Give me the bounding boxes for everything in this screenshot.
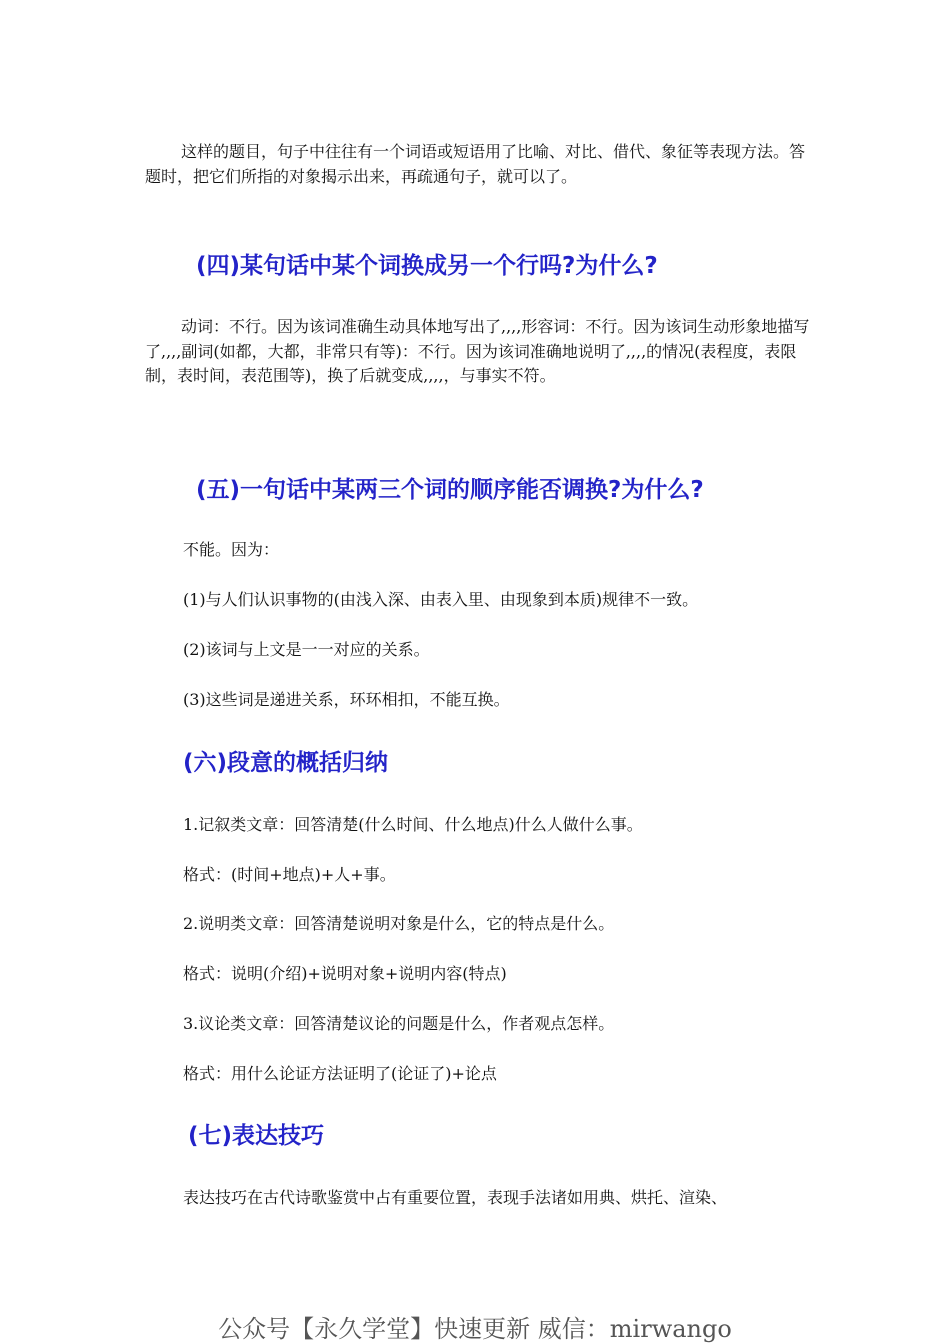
section-5-line-3: (2)该词与上文是一一对应的关系。 — [183, 640, 430, 659]
section-4-paragraph: 动词：不行。因为该词准确生动具体地写出了,,,,形容词：不行。因为该词生动形象地描写了,,,,副词(如都，大都，非常只有等)：不行。因为该词准确地说明了,,,,的情况(表程度，表限制，表时间，表范围等)，换了后就变成,,,,，与事实不符。 — [145, 317, 810, 385]
section-heading-4: (四)某句话中某个词换成另一个行吗?为什么? — [196, 253, 658, 279]
section-heading-6: (六)段意的概括归纳 — [183, 750, 389, 776]
section-6-line-3: 2.说明类文章：回答清楚说明对象是什么，它的特点是什么。 — [183, 914, 615, 933]
intro-paragraph: 这样的题目，句子中往往有一个词语或短语用了比喻、对比、借代、象征等表现方法。答题时，把它们所指的对象揭示出来，再疏通句子，就可以了。 — [145, 142, 806, 186]
section-6-line-2: 格式：(时间+地点)+人+事。 — [183, 865, 396, 884]
section-6-line-5: 3.议论类文章：回答清楚议论的问题是什么，作者观点怎样。 — [183, 1014, 615, 1033]
section-7-line-1: 表达技巧在古代诗歌鉴赏中占有重要位置，表现手法诸如用典、烘托、渲染、 — [183, 1188, 728, 1207]
section-5-line-1: 不能。因为： — [183, 540, 280, 559]
section-heading-5: (五)一句话中某两三个词的顺序能否调换?为什么? — [196, 477, 704, 503]
section-6-line-1: 1.记叙类文章：回答清楚(什么时间、什么地点)什么人做什么事。 — [183, 815, 643, 834]
section-heading-7: (七)表达技巧 — [188, 1123, 325, 1149]
footer-watermark: 公众号【永久学堂】快速更新 威信：mirwango — [218, 1315, 732, 1343]
section-6-line-4: 格式：说明(介绍)+说明对象+说明内容(特点) — [183, 964, 507, 983]
section-5-line-2: (1)与人们认识事物的(由浅入深、由表入里、由现象到本质)规律不一致。 — [183, 590, 699, 609]
section-5-line-4: (3)这些词是递进关系，环环相扣，不能互换。 — [183, 690, 510, 709]
section-6-line-6: 格式：用什么论证方法证明了(论证了)+论点 — [183, 1064, 497, 1083]
